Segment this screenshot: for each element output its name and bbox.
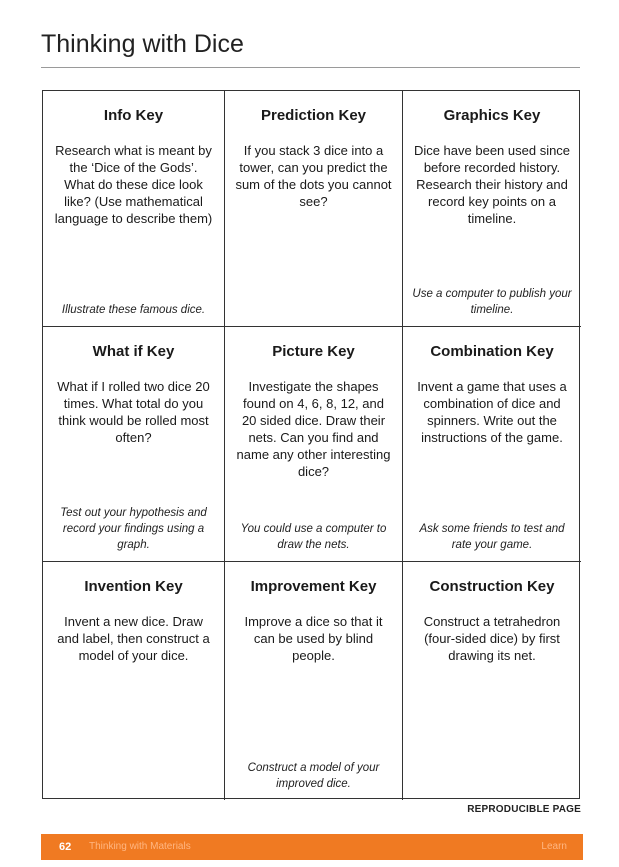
card-title: Combination Key <box>430 343 554 360</box>
card-title: Construction Key <box>429 578 555 595</box>
card-note: Ask some friends to test and rate your game. <box>419 523 565 551</box>
card-title: Invention Key <box>84 578 183 595</box>
footer-mark: Learn <box>541 841 567 852</box>
card-body: Investigate the shapes found on 4, 6, 8, 12, and 20 sided dice. Draw their nets. Can you find and name any other interesting dice? <box>236 379 391 479</box>
card-graphics-key <box>403 91 581 327</box>
card-note: Use a computer to publish your timeline. <box>412 288 572 316</box>
card-invention-key <box>43 562 225 800</box>
card-body: Dice have been used since before recorded history. Research their history and record key points on a timeline. <box>413 143 571 226</box>
reproducible-page-label: REPRODUCIBLE PAGE <box>467 804 581 815</box>
card-title: What if Key <box>92 343 175 360</box>
card-body: Construct a tetrahedron (four-sided dice) by first drawing its net. <box>423 614 561 663</box>
card-info-key <box>43 91 225 327</box>
footer-bar <box>41 834 583 860</box>
card-combination-key <box>403 327 581 562</box>
page-title: Thinking with Dice <box>41 30 244 58</box>
card-note: Test out your hypothesis and record your findings using a graph. <box>60 507 207 551</box>
card-body: Invent a game that uses a combination of dice and spinners. Write out the instructions of the game. <box>417 379 567 445</box>
footer-book-title: Thinking with Materials <box>89 841 191 852</box>
card-title: Info Key <box>103 107 164 124</box>
card-body: Improve a dice so that it can be used by blind people. <box>244 614 383 663</box>
card-title: Improvement Key <box>250 578 377 595</box>
card-title: Picture Key <box>272 343 355 360</box>
page-number: 62 <box>59 841 72 853</box>
card-construction-key <box>403 562 581 800</box>
card-what-if-key <box>43 327 225 562</box>
card-prediction-key <box>225 91 403 327</box>
key-cards-grid <box>42 90 580 799</box>
card-body: Invent a new dice. Draw and label, then construct a model of your dice. <box>57 614 210 663</box>
card-body: What if I rolled two dice 20 times. What total do you think would be rolled most often? <box>57 379 210 445</box>
card-title: Graphics Key <box>443 107 541 124</box>
card-picture-key <box>225 327 403 562</box>
card-note: You could use a computer to draw the nets. <box>240 523 387 551</box>
card-note: Construct a model of your improved dice. <box>247 762 380 790</box>
card-note: Illustrate these famous dice. <box>61 304 206 316</box>
title-divider <box>41 67 580 68</box>
card-improvement-key <box>225 562 403 800</box>
card-body: Research what is meant by the ‘Dice of the Gods’. What do these dice look like? (Use mathematical language to describe them) <box>54 143 213 226</box>
card-title: Prediction Key <box>260 107 367 124</box>
card-body: If you stack 3 dice into a tower, can you predict the sum of the dots you cannot see? <box>235 143 392 209</box>
